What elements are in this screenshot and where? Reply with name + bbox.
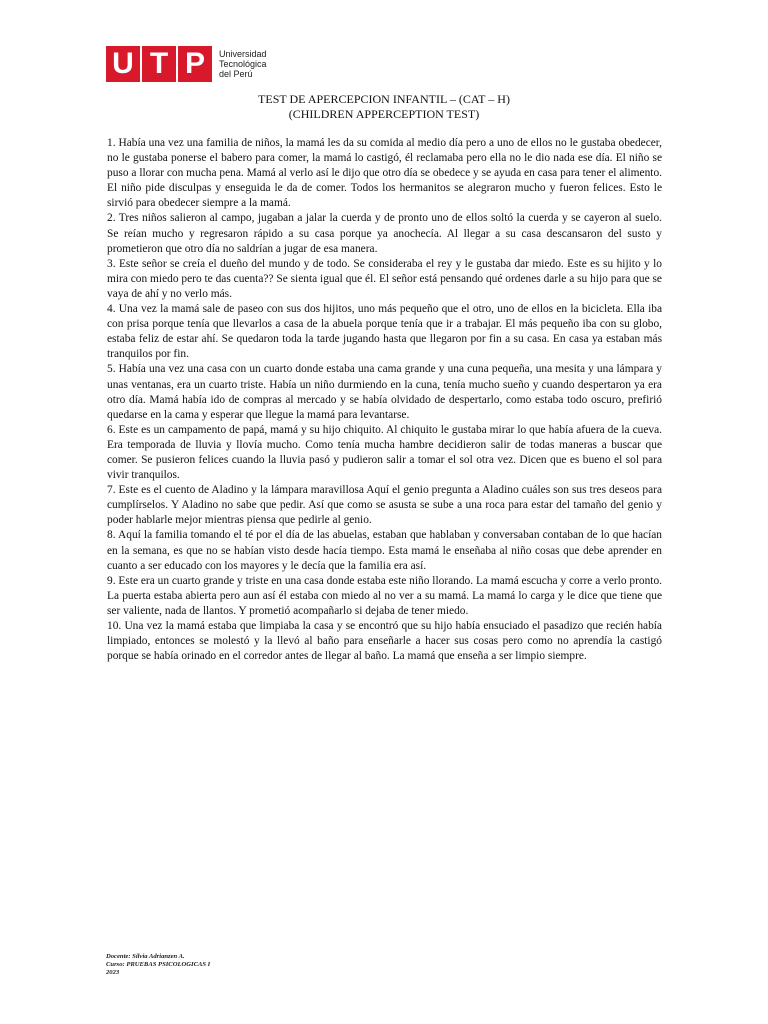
story-paragraph: 10. Una vez la mamá estaba que limpiaba la casa y se encontró que su hijo había ensuciado el pasadizo que recién había limpiado, entonces se molestó y la llevó al baño para enseñarle a hacer sus cosas pero como no aprendía la castigó porque se había orinado en el corredor antes de llegar al baño. La mamá que enseña a ser limpio siempre. [107,620,662,663]
story-paragraph: 2. Tres niños salieron al campo, jugaban a jalar la cuerda y de pronto uno de ellos soltó la cuerda y se cayeron al suelo. Se reían mucho y regresaron rápido a su casa porque ya anochecía. Al llegar a su casa descansaron del susto y prometieron que otro día no saldrían a jugar de esa manera. [107,212,662,255]
footer-teacher: Docente: Silvia Adrianzen A. [106,953,185,960]
story-paragraph: 9. Este era un cuarto grande y triste en una casa donde estaba este niño llorando. La mamá escucha y corre a verlo pronto. La puerta estaba abierta pero aun así él estaba con miedo al no ver a su mamá. La mamá lo carga y le dice que tiene que ser valiente, nada de llantos. Y prometió acompañarlo si dejaba de tener miedo. [107,574,662,617]
story-paragraph: 1. Había una vez una familia de niños, la mamá les da su comida al medio día pero a uno de ellos no le gustaba obedecer, no le gustaba ponerse el babero para comer, la mamá lo castigó, él reclamaba pero ella no le dio nada ese día. El niño se puso a llorar con mucha pena. Mamá al verlo así le dijo que otro día se obedece y se ayuda en casa para tener el alimento. El niño pide disculpas y enseguida le da de comer. Todos los hermanitos se alegraron mucho y fueron felices. Esto le sirvió para obedecer siempre a la mamá. [107,137,662,210]
logo-letter: P [178,46,212,82]
document-body [107,136,662,664]
footer-year: 2023 [106,969,120,976]
story-paragraph: 7. Este es el cuento de Aladino y la lámpara maravillosa Aquí el genio pregunta a Aladino cuáles son sus tres deseos para cumplírselos. Y Aladino no sabe que pedir. Así que como se asusta se sube a una roca para estar del tamaño del genio y poder hablarle mejor mientras piensa que pedirle al genio. [107,484,662,527]
footer-course: Curso: PRUEBAS PSICOLOGICAS I [106,961,211,968]
university-name-line: Universidad [219,49,267,59]
document-footer [106,953,210,977]
story-paragraph: 6. Este es un campamento de papá, mamá y su hijo chiquito. Al chiquito le gustaba mirar lo que había afuera de la cueva. Era temporada de lluvia y llovía mucho. Como tenía mucha hambre decidieron salir de todas maneras a buscar que comer. Se pusieron felices cuando la lluvia pasó y pudieron salir a tomar el sol otra vez. Dicen que es bueno el sol para vivir tranquilos. [107,423,662,482]
utp-logo [106,46,267,82]
logo-letter: T [142,46,176,82]
utp-logo-letters [106,46,214,82]
document-title: TEST DE APERCEPCION INFANTIL – (CAT – H) [258,92,510,106]
university-name-line: del Perú [219,69,253,79]
university-name-line: Tecnológica [219,59,267,69]
story-paragraph: 4. Una vez la mamá sale de paseo con sus dos hijitos, uno más pequeño que el otro, uno de ellos en la bicicleta. Ella iba con prisa porque tenía que llevarlos a casa de la abuela porque tenía que ir a trabajar. El más pequeño iba con su globo, estaba feliz de estar ahí. Se quedaron toda la tarde jugando hasta que llegaron por fin a su casa. En casa ya estaban más tranquilos por fin. [107,303,662,361]
university-name [219,49,267,79]
story-paragraph: 5. Había una vez una casa con un cuarto donde estaba una cama grande y una cuna pequeña, una mesita y una lámpara y unas ventanas, era un cuarto triste. Había un niño durmiendo en la cuna, tenía mucho sueño y cuando despertaron ya era otro día. Mamá había ido de compras al mercado y se había olvidado de despertarlo, como estaba todo oscuro, prefirió quedarse en la cama y esperar que llegue la mamá para levantarse. [107,363,662,421]
story-paragraph: 8. Aquí la familia tomando el té por el día de las abuelas, estaban que hablaban y conversaban contaban de lo que hacían en la semana, es que no se habían visto desde hacía tiempo. Esta mamá le enseñaba al niño cosas que debe aprender en cuanto a ser educado con los mayores y le decía que la familia era así. [107,529,662,572]
story-paragraph: 3. Este señor se creía el dueño del mundo y de todo. Se consideraba el rey y le gustaba dar miedo. Este es su hijito y lo mira con miedo pero te das cuenta?? Se sienta igual que él. El señor está pensando qué ordenes darle a su hijo para que se vaya de ahí y no verlo más. [107,257,662,300]
logo-letter: U [106,46,140,82]
document-subtitle: (CHILDREN APPERCEPTION TEST) [288,107,480,121]
